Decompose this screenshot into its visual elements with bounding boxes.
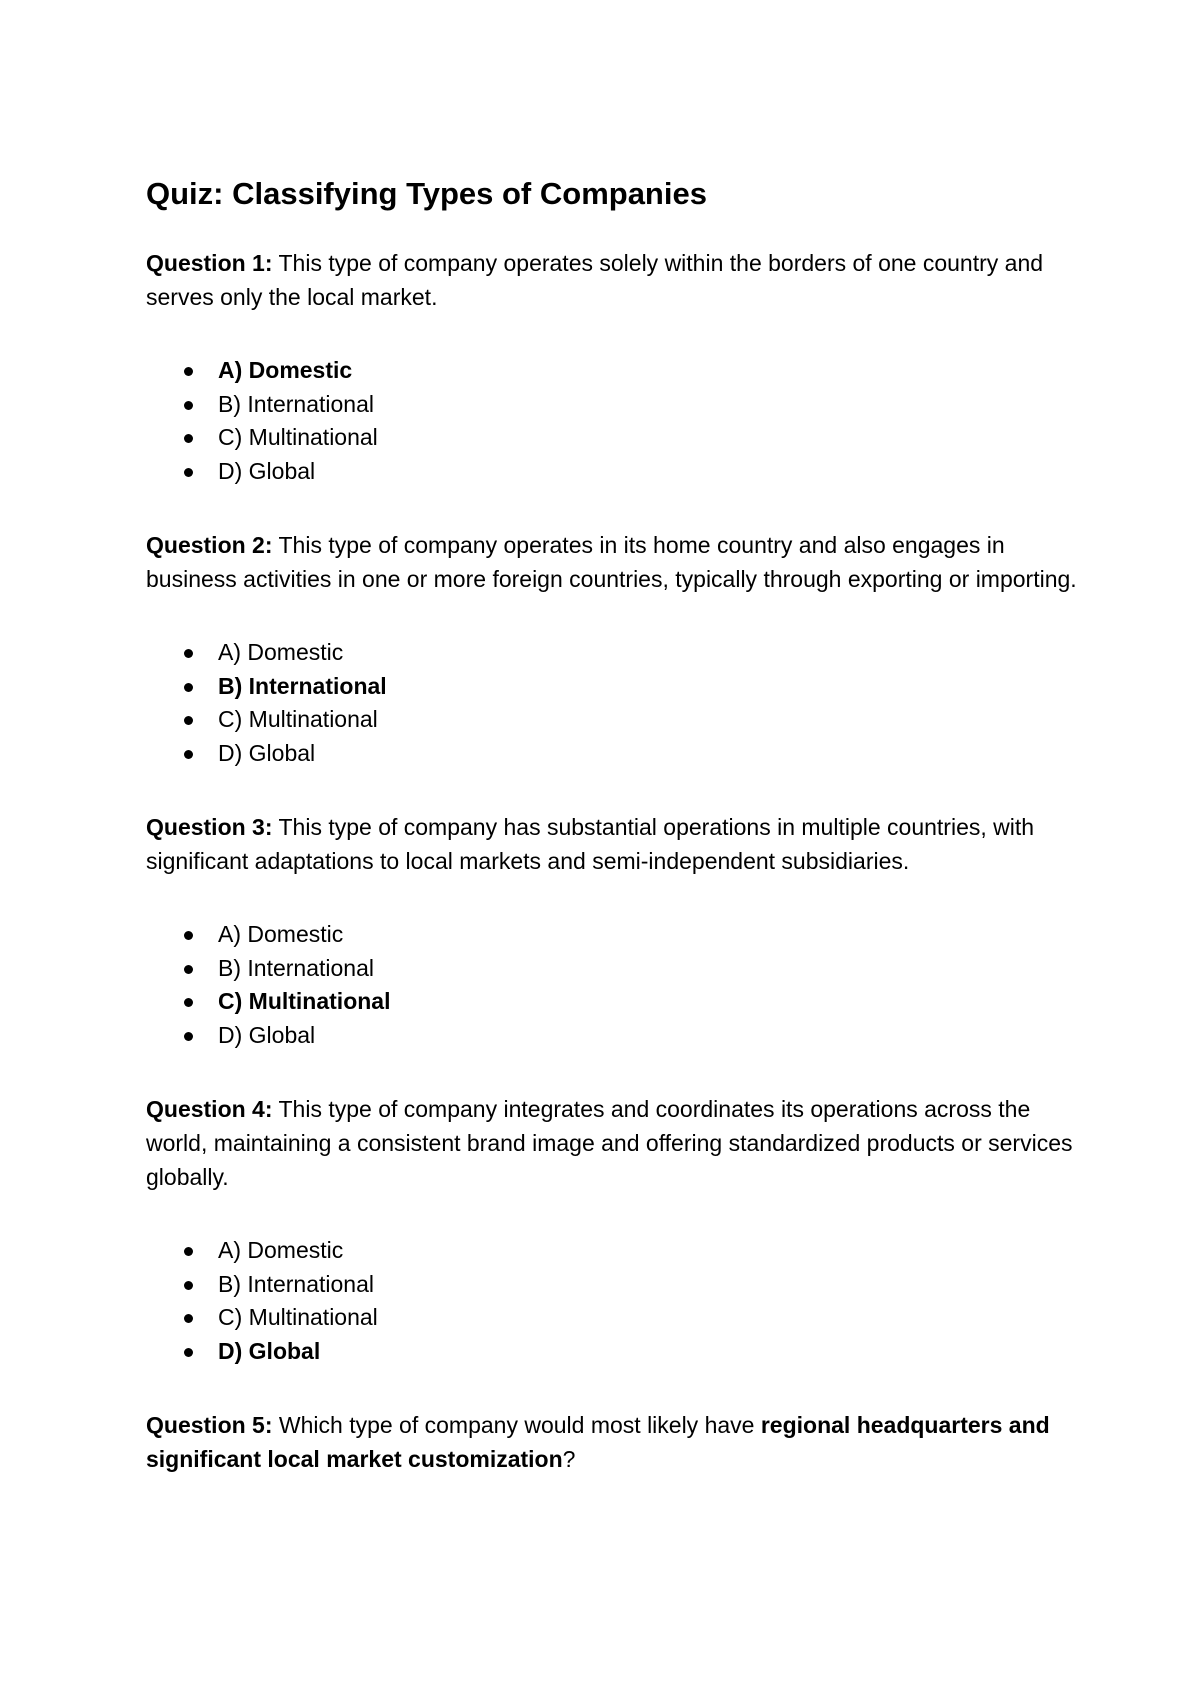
question-1-text: This type of company operates solely within the borders of one country and serves only the local market. <box>146 250 1044 310</box>
question-2 <box>146 528 1086 770</box>
page-title: Quiz: Classifying Types of Companies <box>146 176 707 211</box>
bullet-icon <box>184 1348 193 1357</box>
q1-option-a: A) Domestic <box>146 354 1086 388</box>
question-2-prompt <box>146 528 1086 596</box>
q1-option-c: C) Multinational <box>146 421 1086 455</box>
question-1 <box>146 246 1086 488</box>
question-5-bold-text: regional headquarters and significant local market customization <box>146 1412 1050 1472</box>
q1-option-b: B) International <box>146 388 1086 422</box>
q1-option-d: D) Global <box>146 455 1086 489</box>
question-5 <box>146 1408 1086 1476</box>
question-3-text: This type of company has substantial operations in multiple countries, with significant adaptations to local markets and semi-independent subsidiaries. <box>146 814 1035 874</box>
bullet-icon <box>184 1032 193 1041</box>
question-2-label: Question 2: <box>146 532 273 558</box>
bullet-icon <box>184 1247 193 1256</box>
question-4 <box>146 1092 1086 1368</box>
bullet-icon <box>184 965 193 974</box>
q3-option-c: C) Multinational <box>146 985 1086 1019</box>
bullet-icon <box>184 716 193 725</box>
q4-option-d: D) Global <box>146 1335 1086 1369</box>
question-2-text: This type of company operates in its home country and also engages in business activities in one or more foreign countries, typically through exporting or importing. <box>146 532 1077 592</box>
question-5-prompt <box>146 1408 1086 1476</box>
q4-option-a: A) Domestic <box>146 1234 1086 1268</box>
bullet-icon <box>184 434 193 443</box>
question-4-text: This type of company integrates and coordinates its operations across the world, maintaining a consistent brand image and offering standardized products or services globally. <box>146 1096 1073 1190</box>
bullet-icon <box>184 1281 193 1290</box>
question-3-label: Question 3: <box>146 814 273 840</box>
question-4-prompt <box>146 1092 1086 1194</box>
q2-option-a: A) Domestic <box>146 636 1086 670</box>
question-4-label: Question 4: <box>146 1096 273 1122</box>
bullet-icon <box>184 683 193 692</box>
bullet-icon <box>184 931 193 940</box>
q3-option-b: B) International <box>146 952 1086 986</box>
q2-option-d: D) Global <box>146 737 1086 771</box>
q3-option-d: D) Global <box>146 1019 1086 1053</box>
question-3-options <box>146 918 1086 1052</box>
question-3-prompt <box>146 810 1086 878</box>
bullet-icon <box>184 750 193 759</box>
bullet-icon <box>184 401 193 410</box>
q2-option-c: C) Multinational <box>146 703 1086 737</box>
question-1-label: Question 1: <box>146 250 273 276</box>
question-5-text-after: ? <box>562 1446 576 1472</box>
question-2-options <box>146 636 1086 770</box>
question-5-text-before: Which type of company would most likely have <box>272 1412 761 1438</box>
question-1-prompt <box>146 246 1086 314</box>
bullet-icon <box>184 649 193 658</box>
bullet-icon <box>184 1314 193 1323</box>
bullet-icon <box>184 468 193 477</box>
bullet-icon <box>184 367 193 376</box>
bullet-icon <box>184 998 193 1007</box>
question-4-options <box>146 1234 1086 1368</box>
q4-option-b: B) International <box>146 1268 1086 1302</box>
question-1-options <box>146 354 1086 488</box>
q3-option-a: A) Domestic <box>146 918 1086 952</box>
quiz-document <box>146 170 1086 1476</box>
q2-option-b: B) International <box>146 670 1086 704</box>
question-5-label: Question 5: <box>146 1412 273 1438</box>
question-3 <box>146 810 1086 1052</box>
q4-option-c: C) Multinational <box>146 1301 1086 1335</box>
